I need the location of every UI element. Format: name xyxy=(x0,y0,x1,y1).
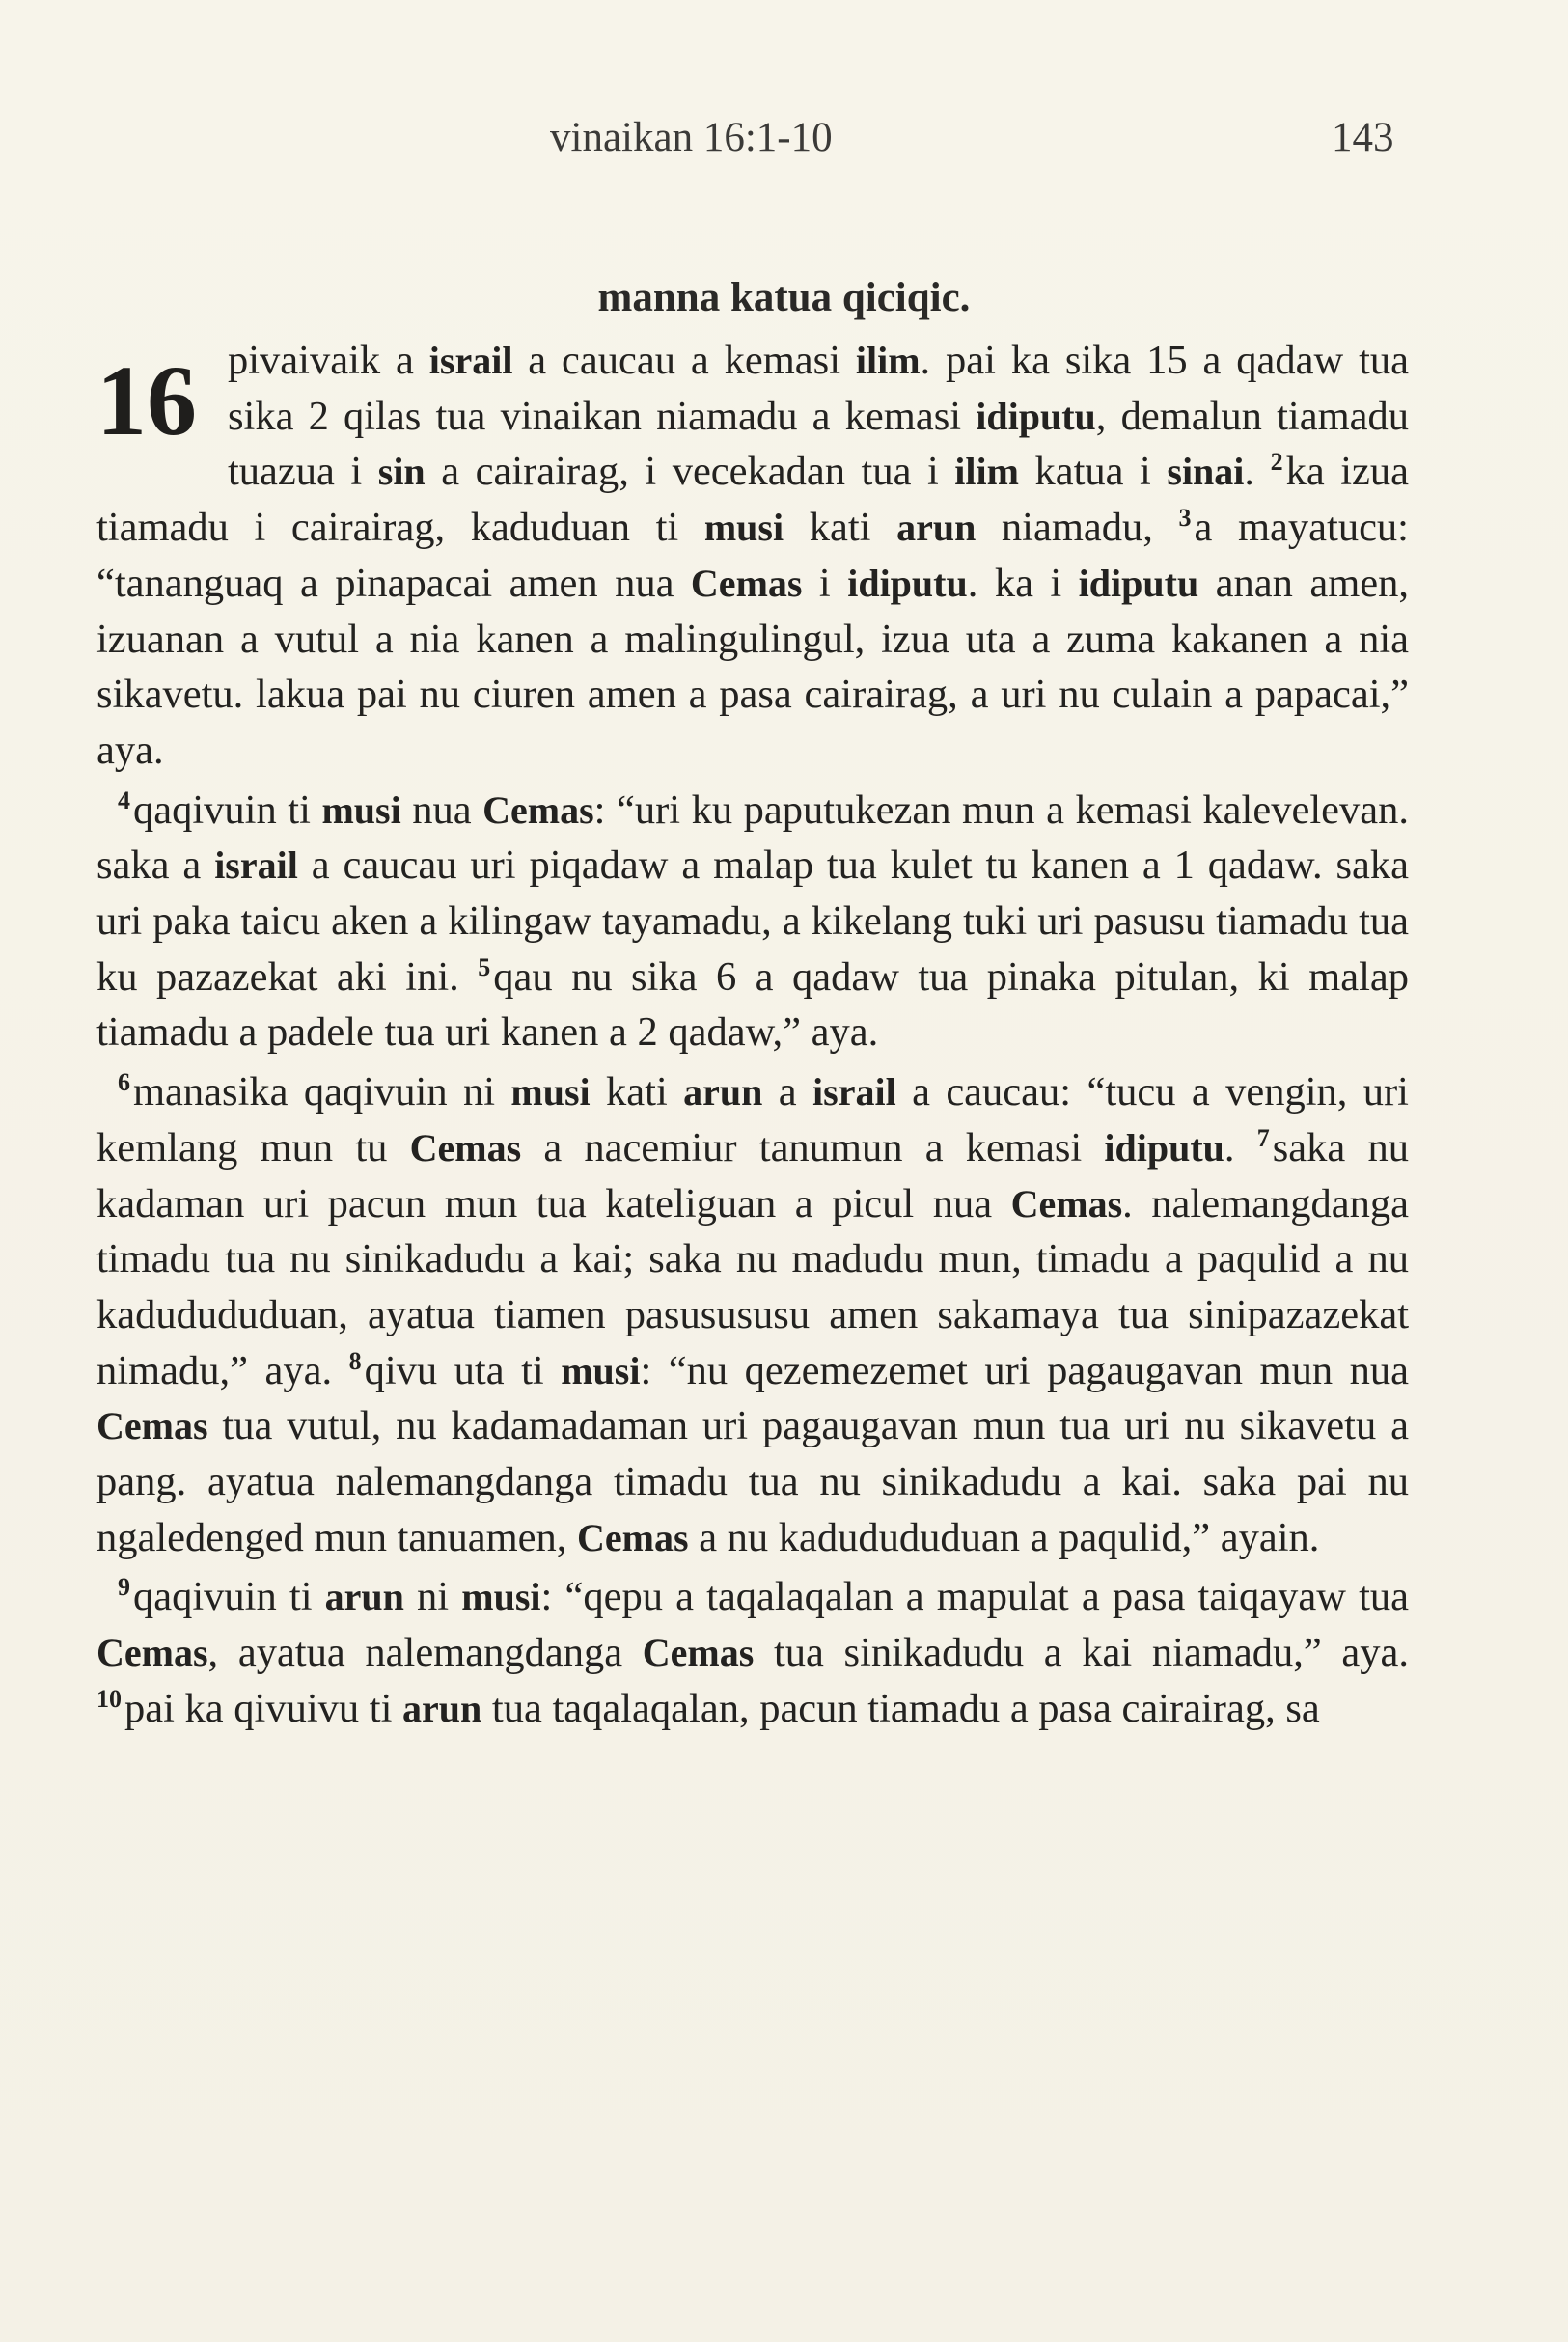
bold-name: Cemas xyxy=(690,561,803,605)
bold-name: sin xyxy=(377,450,426,494)
verse-text: a cairairag, i vecekadan tua i xyxy=(425,449,955,495)
bold-name: Cemas xyxy=(409,1125,522,1170)
verse-text: i xyxy=(802,560,848,606)
paragraph xyxy=(96,333,1409,779)
verse-text: a caucau a kemasi xyxy=(512,338,856,383)
verse-text: ka izua tiamadu i cairairag, kaduduan ti xyxy=(96,449,1409,551)
verse-text: tua vutul, nu kadamadaman uri pagaugavan mun tua uri nu sikavetu a pang. ayatua nalemangdanga timadu tua nu sinikadudu a kai. saka pai nu ngaledenged mun tanuamen, xyxy=(96,1403,1409,1560)
verse-text: a xyxy=(762,1069,813,1116)
verse-number: 8 xyxy=(348,1346,362,1375)
verse-text: . xyxy=(1244,449,1271,495)
paragraph xyxy=(96,1064,1409,1565)
bold-name: israil xyxy=(428,339,513,382)
bold-name: idiputu xyxy=(1104,1125,1224,1170)
bold-name: israil xyxy=(214,843,298,888)
verse-number: 7 xyxy=(1256,1123,1270,1152)
verse-text: qau nu sika 6 a qadaw tua pinaka pitulan, ki malap tiamadu a padele tua uri kanen a 2 qadaw,” aya. xyxy=(96,953,1409,1056)
bold-name: israil xyxy=(812,1070,896,1115)
bold-name: idiputu xyxy=(976,394,1096,438)
bold-name: ilim xyxy=(954,450,1019,494)
verse-number: 9 xyxy=(118,1573,130,1602)
bold-name: Cemas xyxy=(1010,1181,1123,1226)
verse-text: qaqivuin ti xyxy=(133,786,322,833)
verse-text: . nalemangdanga timadu tua nu sinikadudu a kai; saka nu madudu mun, timadu a paqulid a nu kadudududuan, ayatua tiamen pasusususu amen sakamaya tua sinipazazekat nimadu,” aya. xyxy=(96,1180,1409,1393)
bold-name: Cemas xyxy=(482,787,594,832)
bold-name: Cemas xyxy=(642,1631,755,1675)
paragraph xyxy=(96,783,1409,1061)
verse-text: a mayatucu: “tananguaq a pinapacai amen nua xyxy=(96,505,1409,606)
verse-text: , demalun tiamadu tuazua i xyxy=(228,393,1409,495)
bold-name: idiputu xyxy=(1078,561,1199,605)
verse-number: 3 xyxy=(1178,504,1192,533)
bold-name: musi xyxy=(561,1348,641,1392)
bold-name: arun xyxy=(896,506,977,550)
section-heading: manna katua qiciqic. xyxy=(597,275,971,320)
bold-name: sinai xyxy=(1167,450,1245,494)
verse-text: ni xyxy=(403,1574,462,1620)
page-number: 143 xyxy=(1332,115,1394,160)
running-header xyxy=(0,114,1568,172)
verse-text: niamadu, xyxy=(976,505,1179,551)
bold-name: arun xyxy=(683,1070,763,1115)
verse-text: a nacemiur tanumun a kemasi xyxy=(521,1124,1105,1171)
verse-number: 10 xyxy=(96,1684,122,1713)
chapter-number: 16 xyxy=(96,345,197,456)
verse-text: a caucau: “tucu a vengin, uri kemlang mun tu xyxy=(96,1069,1409,1171)
verse-text: kati xyxy=(784,505,897,551)
verse-text: : “nu qezemezemet uri pagaugavan mun nua xyxy=(640,1347,1409,1393)
verse-text: anan amen, izuanan a vutul a nia kanen a malingulingul, izua uta a zuma kakanen a nia sikavetu. lakua pai nu ciuren amen a pasa cairairag, a uri nu culain a papacai,” aya. xyxy=(96,560,1410,773)
verse-text: qaqivuin ti xyxy=(133,1574,325,1620)
bold-name: Cemas xyxy=(577,1515,689,1559)
verse-text: katua i xyxy=(1018,449,1168,495)
verse-number: 2 xyxy=(1270,448,1283,477)
bold-name: arun xyxy=(324,1575,404,1619)
verse-text: nua xyxy=(400,786,483,833)
verse-text: manasika qaqivuin ni xyxy=(133,1069,511,1116)
paragraph xyxy=(96,1569,1409,1736)
bold-name: musi xyxy=(321,787,401,832)
bold-name: Cemas xyxy=(96,1631,208,1675)
verse-text: . ka i xyxy=(967,560,1079,606)
verse-text: pai ka qivuivu ti xyxy=(124,1685,403,1731)
verse-text: a nu kadudududuan a paqulid,” ayain. xyxy=(688,1514,1320,1560)
verse-text: pivaivaik a xyxy=(228,338,429,383)
verse-text: tua sinikadudu a kai niamadu,” aya. xyxy=(754,1630,1409,1676)
verse-text: . xyxy=(1224,1124,1257,1171)
chapter-reference: vinaikan 16:1-10 xyxy=(550,115,833,160)
verse-text: . pai ka sika 15 a qadaw tua sika 2 qilas tua vinaikan niamadu a kemasi xyxy=(228,338,1409,439)
verse-text: tua taqalaqalan, pacun tiamadu a pasa cairairag, sa xyxy=(481,1685,1320,1731)
bold-name: arun xyxy=(402,1686,482,1730)
verse-text: , ayatua nalemangdanga xyxy=(207,1630,643,1676)
verse-number: 4 xyxy=(118,785,130,814)
verse-text: saka nu kadaman uri pacun mun tua kateliguan a picul nua xyxy=(96,1124,1409,1226)
verse-number: 6 xyxy=(118,1068,130,1097)
bold-name: musi xyxy=(510,1070,591,1115)
verse-text: qivu uta ti xyxy=(364,1347,562,1393)
verse-text: : “qepu a taqalaqalan a mapulat a pasa taiqayaw tua xyxy=(540,1574,1409,1620)
verse-text: a caucau uri piqadaw a malap tua kulet tu kanen a 1 qadaw. saka uri paka taicu aken a kilingaw tayamadu, a kikelang tuki uri pasusu tiamadu tua ku pazazekat aki ini. xyxy=(96,842,1409,1000)
verse-number: 5 xyxy=(478,952,491,981)
bold-name: musi xyxy=(461,1575,541,1619)
verse-text: kati xyxy=(590,1069,684,1116)
verse-text: : “uri ku paputukezan mun a kemasi kalevelevan. saka a xyxy=(96,786,1409,889)
bold-name: idiputu xyxy=(847,561,968,605)
bold-name: Cemas xyxy=(96,1404,208,1448)
bold-name: musi xyxy=(703,506,784,550)
bold-name: ilim xyxy=(855,339,921,382)
body-text xyxy=(96,333,1409,1737)
